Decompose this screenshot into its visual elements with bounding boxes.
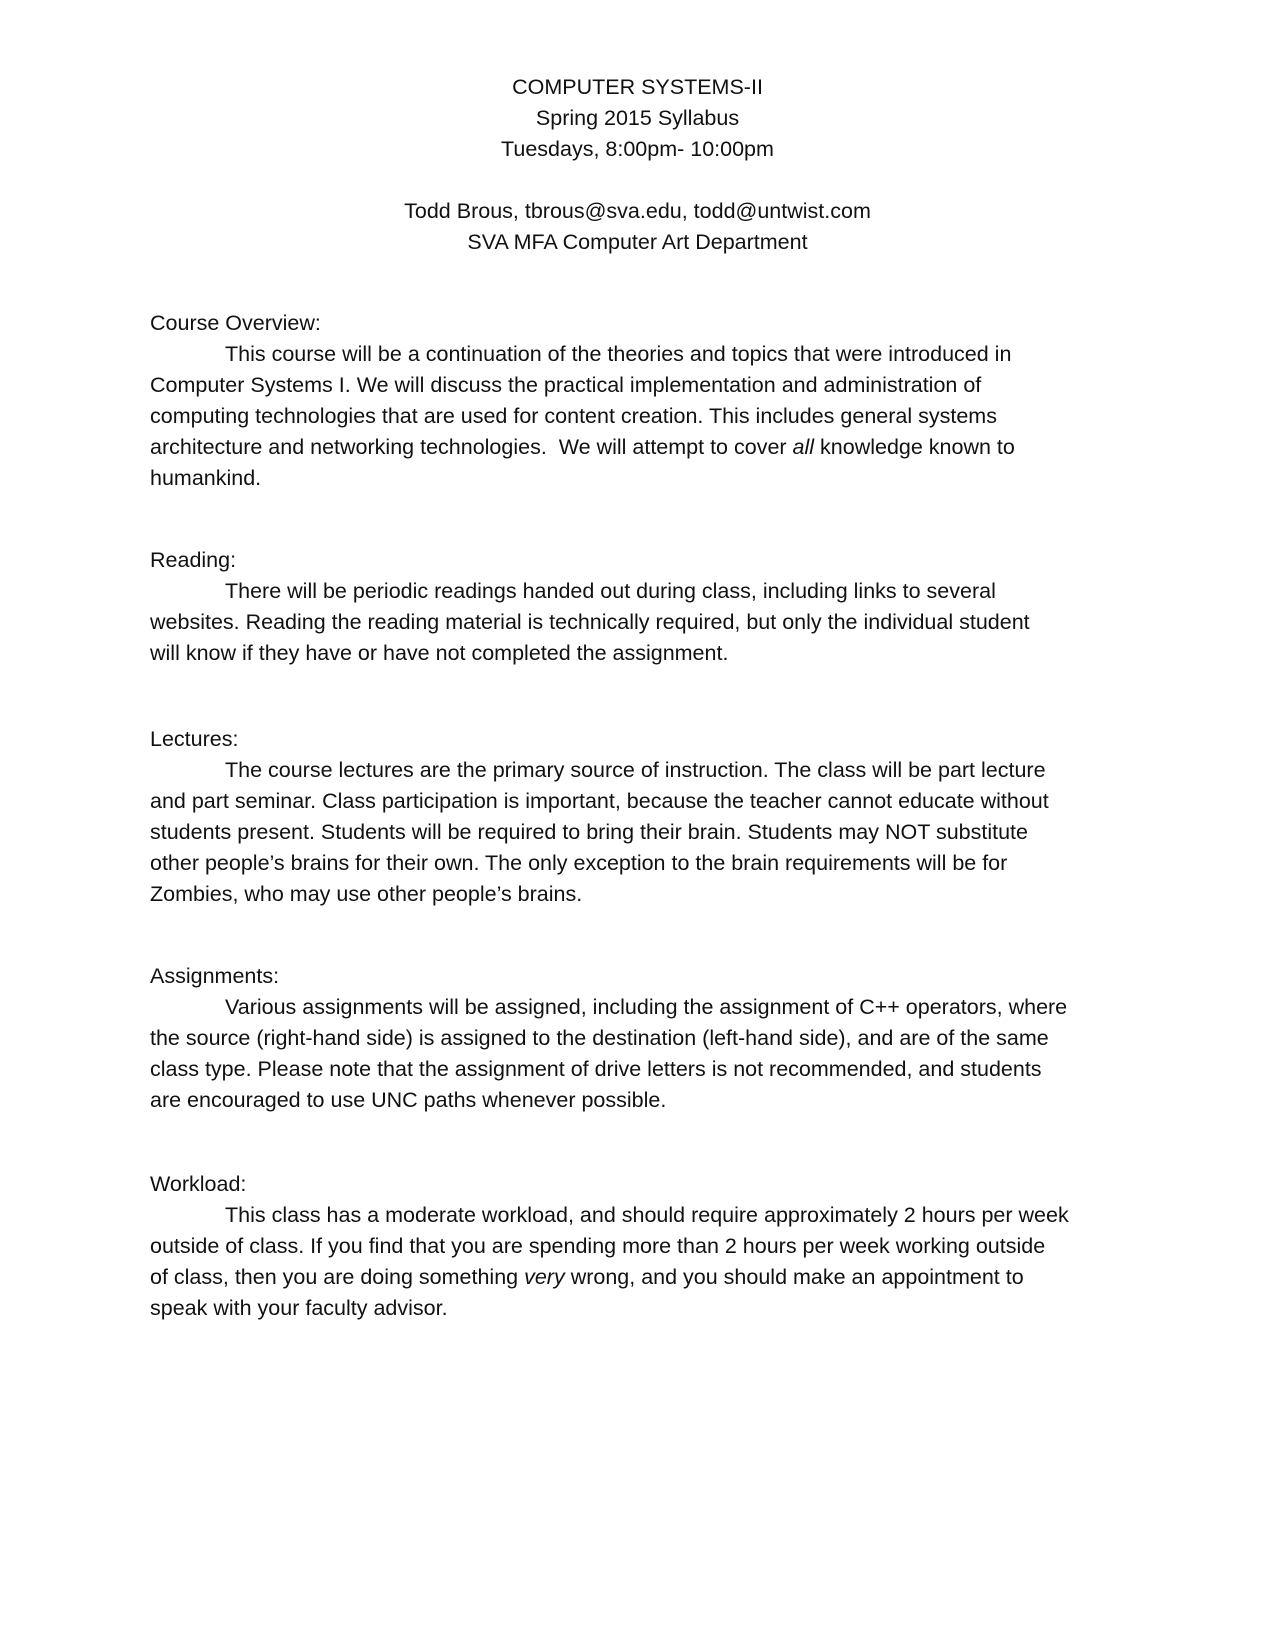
section-reading [150, 545, 1140, 669]
body-line: There will be periodic readings handed out during class, including links to several [225, 579, 996, 603]
body-line: of class, then you are doing something very wrong, and you should make an appointment to [150, 1265, 1024, 1289]
section-assignments [150, 961, 1140, 1116]
section-body [150, 339, 1140, 494]
department: SVA MFA Computer Art Department [467, 230, 808, 254]
body-line: are encouraged to use UNC paths whenever possible. [150, 1088, 667, 1112]
section-lectures [150, 724, 1140, 910]
body-line: humankind. [150, 466, 262, 490]
body-line: class type. Please note that the assignment of drive letters is not recommended, and students [150, 1057, 1042, 1081]
section-heading: Lectures: [150, 727, 239, 751]
body-line: and part seminar. Class participation is important, because the teacher cannot educate without [150, 789, 1049, 813]
body-line: speak with your faculty advisor. [150, 1296, 448, 1320]
body-line: Zombies, who may use other people’s brains. [150, 882, 583, 906]
section-course-overview [150, 308, 1140, 494]
body-line: This class has a moderate workload, and should require approximately 2 hours per week [225, 1203, 1069, 1227]
body-line: will know if they have or have not completed the assignment. [150, 641, 729, 665]
syllabus-header [0, 72, 1275, 258]
section-heading: Workload: [150, 1172, 247, 1196]
instructor-contact: Todd Brous, tbrous@sva.edu, todd@untwist.com [404, 199, 871, 223]
body-line: the source (right-hand side) is assigned to the destination (left-hand side), and are of the same [150, 1026, 1049, 1050]
section-heading: Reading: [150, 548, 237, 572]
body-line: websites. Reading the reading material is technically required, but only the individual student [150, 610, 1030, 634]
section-body [150, 992, 1140, 1116]
section-heading: Assignments: [150, 964, 280, 988]
body-line: Various assignments will be assigned, including the assignment of C++ operators, where [225, 995, 1068, 1019]
course-title: COMPUTER SYSTEMS-II [512, 75, 763, 99]
section-workload [150, 1169, 1140, 1324]
body-line: This course will be a continuation of the theories and topics that were introduced in [225, 342, 1012, 366]
section-body [150, 755, 1140, 910]
body-line: computing technologies that are used for content creation. This includes general systems [150, 404, 997, 428]
term: Spring 2015 Syllabus [535, 106, 740, 130]
body-line: Computer Systems I. We will discuss the practical implementation and administration of [150, 373, 982, 397]
section-heading: Course Overview: [150, 311, 321, 335]
body-line: architecture and networking technologies. We will attempt to cover all knowledge known to [150, 435, 1015, 459]
section-body [150, 1200, 1140, 1324]
emphasis-very: very [524, 1265, 565, 1289]
body-line: outside of class. If you find that you are spending more than 2 hours per week working outside [150, 1234, 1046, 1258]
body-line: The course lectures are the primary source of instruction. The class will be part lecture [225, 758, 1046, 782]
body-line: other people’s brains for their own. The only exception to the brain requirements will be for [150, 851, 1008, 875]
schedule: Tuesdays, 8:00pm- 10:00pm [501, 137, 774, 161]
section-body [150, 576, 1140, 669]
body-line: students present. Students will be required to bring their brain. Students may NOT substitute [150, 820, 1028, 844]
emphasis-all: all [792, 435, 815, 459]
